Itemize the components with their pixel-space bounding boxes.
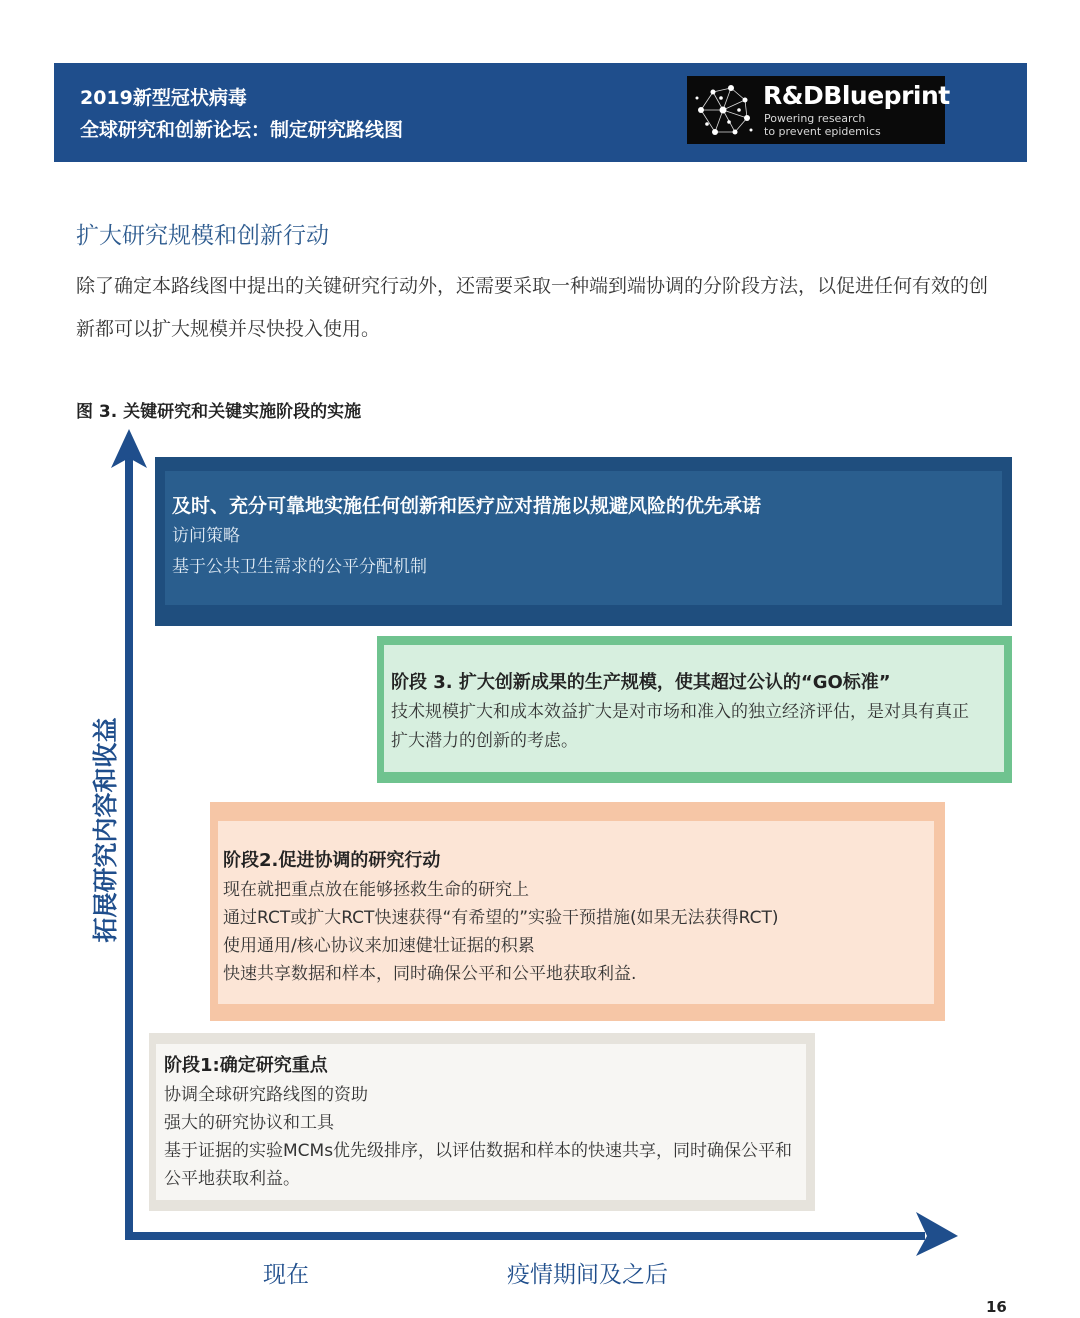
stage2-title: 阶段2.促进协调的研究行动 — [223, 850, 441, 871]
y-axis-label: 拓展研究内容和收益 — [91, 717, 120, 943]
x-axis-label-now: 现在 — [263, 1262, 309, 1288]
commitment-item: 基于公共卫生需求的公平分配机制 — [172, 557, 427, 577]
commitment-item: 访问策略 — [172, 526, 240, 546]
logo-tagline-1: Powering research — [764, 112, 866, 125]
stage3-text: 技术规模扩大和成本效益扩大是对市场和准入的独立经济评估，是对具有真正扩大潜力的创新的考虑。 — [391, 702, 969, 751]
header-title-line2: 全球研究和创新论坛：制定研究路线图 — [80, 119, 404, 141]
intro-paragraph: 除了确定本路线图中提出的关键研究行动外，还需要采取一种端到端协调的分阶段方法，以促进任何有效的创新都可以扩大规模并尽快投入使用。 — [76, 275, 989, 340]
logo-name: R&DBlueprint — [763, 81, 950, 110]
commitment-box — [155, 457, 1012, 626]
x-axis-label-during-after: 疫情期间及之后 — [507, 1262, 668, 1288]
header-banner — [54, 63, 1027, 162]
figure-title: 图 3. 关键研究和关键实施阶段的实施 — [76, 402, 362, 422]
stage2-item: 快速共享数据和样本，同时确保公平和公平地获取利益. — [223, 964, 637, 984]
rd-blueprint-logo — [687, 76, 950, 144]
stage3-title: 阶段 3. 扩大创新成果的生产规模，使其超过公认的“GO标准” — [391, 672, 891, 693]
stage1-text: 基于证据的实验MCMs优先级排序，以评估数据和样本的快速共享，同时确保公平和公平地获取利益。 — [164, 1141, 793, 1189]
x-axis-arrow — [125, 1212, 958, 1256]
stage2-item: 通过RCT或扩大RCT快速获得“有希望的”实验干预措施(如果无法获得RCT) — [223, 908, 779, 928]
stage2-item: 使用通用/核心协议来加速健壮证据的积累 — [223, 936, 535, 956]
page-number: 16 — [986, 1298, 1007, 1316]
stage1-title: 阶段1:确定研究重点 — [164, 1055, 328, 1076]
stage3-box — [377, 636, 1012, 783]
header-title-line1: 2019新型冠状病毒 — [80, 87, 247, 109]
stage2-item: 现在就把重点放在能够拯救生命的研究上 — [223, 880, 529, 900]
logo-tagline-2: to prevent epidemics — [764, 125, 881, 138]
stage1-item: 强大的研究协议和工具 — [164, 1113, 334, 1133]
stage1-item: 协调全球研究路线图的资助 — [164, 1085, 368, 1105]
commitment-title: 及时、充分可靠地实施任何创新和医疗应对措施以规避风险的优先承诺 — [172, 495, 762, 517]
section-title: 扩大研究规模和创新行动 — [76, 223, 329, 249]
network-globe-icon — [691, 80, 755, 140]
stage2-box — [210, 802, 945, 1021]
stage1-box — [149, 1033, 815, 1211]
